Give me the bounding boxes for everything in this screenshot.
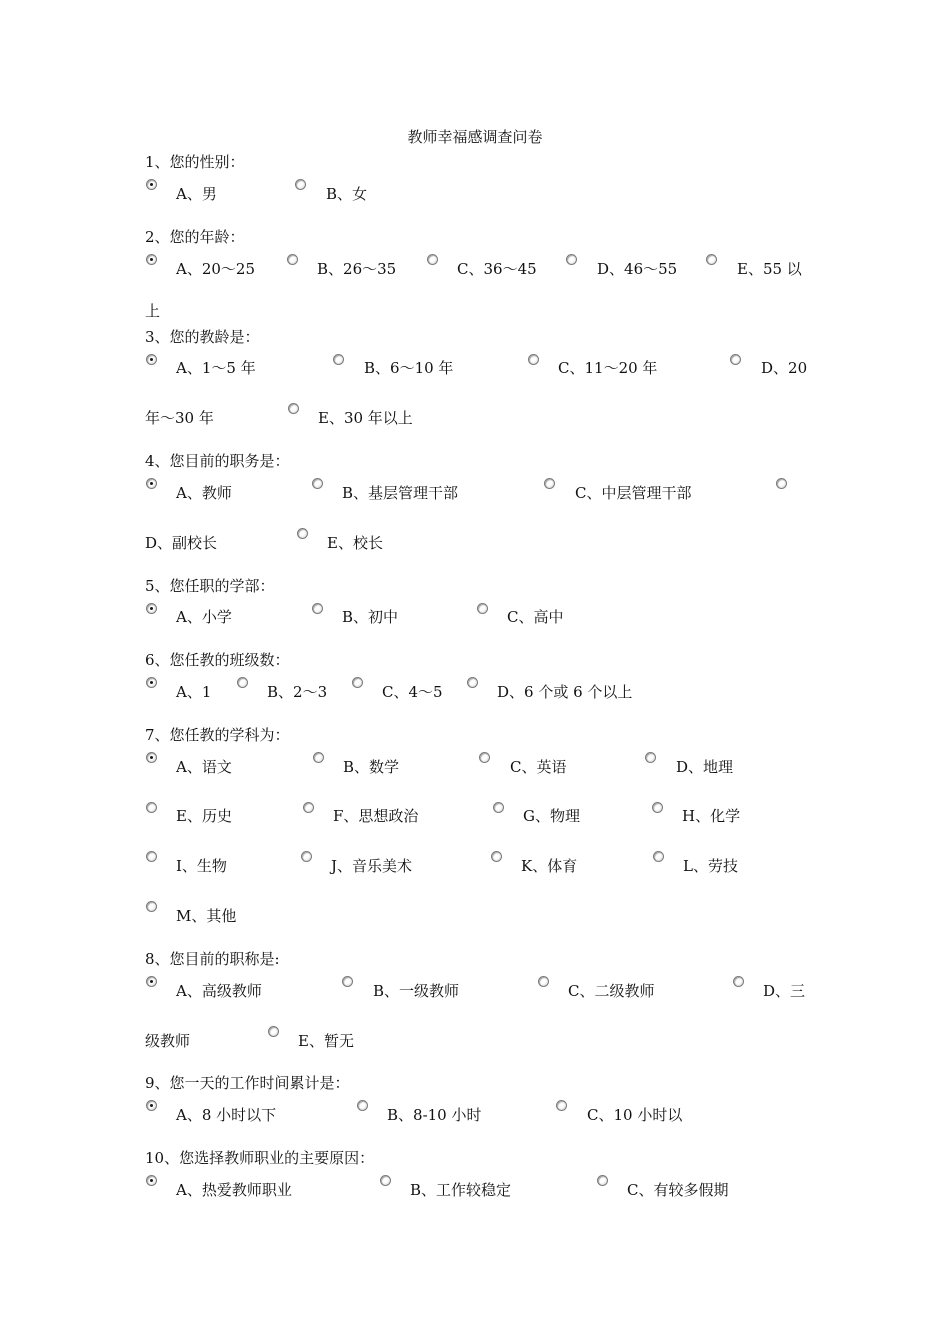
option-label: A、男 [176, 185, 217, 203]
radio-q1-a[interactable] [146, 179, 157, 190]
option-label: A、语文 [176, 758, 232, 776]
option-label: A、20～25 [176, 260, 256, 278]
radio-q2-b[interactable] [287, 254, 298, 265]
option-label: H、化学 [682, 807, 741, 825]
option-label: B、女 [326, 185, 368, 203]
option-label: C、中层管理干部 [575, 484, 692, 502]
option-label: B、初中 [342, 608, 399, 626]
option-label: J、音乐美术 [331, 857, 413, 875]
radio-q7-m[interactable] [146, 901, 157, 912]
question-7: 7、您任教的学科为： [145, 726, 290, 744]
option-label: B、2～3 [267, 683, 328, 701]
radio-q6-d[interactable] [467, 677, 478, 688]
question-9: 9、您一天的工作时间累计是： [145, 1074, 350, 1092]
option-label-wrap: 年～30 年 [145, 409, 214, 427]
radio-q6-a[interactable] [146, 677, 157, 688]
question-2: 2、您的年龄： [145, 228, 245, 246]
option-label: L、劳技 [683, 857, 738, 875]
radio-q2-a[interactable] [146, 254, 157, 265]
radio-q9-c[interactable] [556, 1100, 567, 1111]
question-6: 6、您任教的班级数： [145, 651, 290, 669]
question-5: 5、您任职的学部： [145, 577, 275, 595]
radio-q7-c[interactable] [479, 752, 490, 763]
option-label: A、1 [176, 683, 212, 701]
survey-title: 教师幸福感调查问卷 [407, 128, 543, 146]
radio-q7-b[interactable] [313, 752, 324, 763]
question-10: 10、您选择教师职业的主要原因： [145, 1149, 375, 1167]
radio-q4-e[interactable] [297, 528, 308, 539]
option-label: B、工作较稳定 [410, 1181, 512, 1199]
radio-q4-b[interactable] [312, 478, 323, 489]
radio-q7-j[interactable] [301, 851, 312, 862]
radio-q8-b[interactable] [342, 976, 353, 987]
option-label: A、8 小时以下 [176, 1106, 277, 1124]
option-label: A、热爱教师职业 [176, 1181, 292, 1199]
option-label: B、6～10 年 [364, 359, 454, 377]
option-label: B、数学 [343, 758, 400, 776]
radio-q6-c[interactable] [352, 677, 363, 688]
option-label: B、一级教师 [373, 982, 460, 1000]
option-label: A、1～5 年 [176, 359, 256, 377]
option-label: B、8-10 小时 [387, 1106, 482, 1124]
radio-q4-d[interactable] [776, 478, 787, 489]
radio-q2-d[interactable] [566, 254, 577, 265]
radio-q5-c[interactable] [477, 603, 488, 614]
radio-q6-b[interactable] [237, 677, 248, 688]
radio-q8-a[interactable] [146, 976, 157, 987]
radio-q4-a[interactable] [146, 478, 157, 489]
option-label: E、校长 [327, 534, 383, 552]
radio-q10-c[interactable] [597, 1175, 608, 1186]
option-label: A、小学 [176, 608, 232, 626]
option-label: D、副校长 [145, 534, 218, 552]
option-label: C、高中 [507, 608, 564, 626]
radio-q3-a[interactable] [146, 354, 157, 365]
radio-q3-c[interactable] [528, 354, 539, 365]
radio-q7-e[interactable] [146, 802, 157, 813]
radio-q9-a[interactable] [146, 1100, 157, 1111]
option-label: D、地理 [676, 758, 734, 776]
option-label: F、思想政治 [333, 807, 419, 825]
option-label: E、暂无 [298, 1032, 354, 1050]
radio-q7-a[interactable] [146, 752, 157, 763]
option-label: D、20 [761, 359, 808, 377]
radio-q7-l[interactable] [653, 851, 664, 862]
option-label: I、生物 [176, 857, 227, 875]
radio-q7-k[interactable] [491, 851, 502, 862]
option-label: B、基层管理干部 [342, 484, 459, 502]
radio-q4-c[interactable] [544, 478, 555, 489]
radio-q2-e[interactable] [706, 254, 717, 265]
radio-q5-b[interactable] [312, 603, 323, 614]
radio-q7-d[interactable] [645, 752, 656, 763]
option-label: C、英语 [510, 758, 567, 776]
radio-q7-i[interactable] [146, 851, 157, 862]
radio-q3-d[interactable] [730, 354, 741, 365]
question-4: 4、您目前的职务是： [145, 452, 290, 470]
option-label: C、4～5 [382, 683, 443, 701]
option-label-wrap: 级教师 [145, 1032, 191, 1050]
radio-q7-f[interactable] [303, 802, 314, 813]
option-label: A、高级教师 [176, 982, 262, 1000]
question-1: 1、您的性别： [145, 153, 245, 171]
radio-q3-b[interactable] [333, 354, 344, 365]
question-3: 3、您的教龄是： [145, 328, 260, 346]
option-label: M、其他 [176, 907, 237, 925]
option-label: G、物理 [523, 807, 580, 825]
option-label: E、30 年以上 [318, 409, 413, 427]
radio-q8-c[interactable] [538, 976, 549, 987]
option-label: E、55 以 [737, 260, 802, 278]
option-label: K、体育 [521, 857, 578, 875]
radio-q9-b[interactable] [357, 1100, 368, 1111]
radio-q3-e[interactable] [288, 403, 299, 414]
option-label: C、二级教师 [568, 982, 655, 1000]
option-label-wrap: 上 [145, 302, 161, 320]
option-label: A、教师 [176, 484, 232, 502]
option-label: D、6 个或 6 个以上 [497, 683, 633, 701]
radio-q10-b[interactable] [380, 1175, 391, 1186]
option-label: D、三 [763, 982, 806, 1000]
radio-q2-c[interactable] [427, 254, 438, 265]
option-label: C、10 小时以 [587, 1106, 683, 1124]
option-label: C、11～20 年 [558, 359, 658, 377]
radio-q5-a[interactable] [146, 603, 157, 614]
radio-q8-e[interactable] [268, 1026, 279, 1037]
question-8: 8、您目前的职称是: [145, 950, 280, 968]
radio-q7-g[interactable] [493, 802, 504, 813]
option-label: C、36～45 [457, 260, 537, 278]
option-label: D、46～55 [597, 260, 678, 278]
option-label: E、历史 [176, 807, 232, 825]
radio-q1-b[interactable] [295, 179, 306, 190]
option-label: B、26～35 [317, 260, 397, 278]
radio-q7-h[interactable] [652, 802, 663, 813]
radio-q10-a[interactable] [146, 1175, 157, 1186]
radio-q8-d[interactable] [733, 976, 744, 987]
option-label: C、有较多假期 [627, 1181, 729, 1199]
